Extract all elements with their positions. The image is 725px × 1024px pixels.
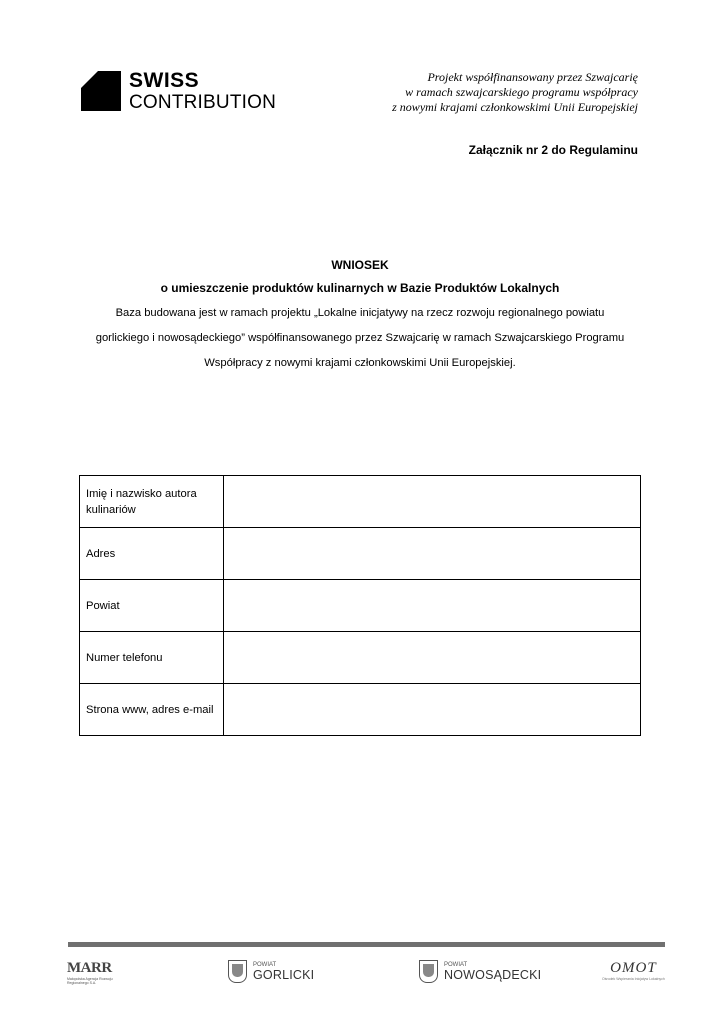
table-row (80, 684, 641, 736)
field-label-county: Powiat (80, 580, 224, 632)
field-value-phone[interactable] (224, 632, 641, 684)
description-line: gorlickiego i nowosądeckiego” współfinansowanego przez Szwajcarię w ramach Szwajcarskiego Programu (95, 332, 625, 344)
omot-subtitle: Ośrodek Wspierania Inicjatyw Lokalnych (602, 977, 665, 981)
table-row (80, 476, 641, 528)
title-block (80, 258, 640, 376)
project-note-line: z nowymi krajami członkowskimi Unii Europejskiej (392, 100, 638, 114)
field-label-website-email: Strona www, adres e-mail (80, 684, 224, 736)
coat-of-arms-icon (419, 960, 438, 983)
description-line: Współpracy z nowymi krajami członkowskimi Unii Europejskiej. (204, 357, 516, 369)
table-row (80, 580, 641, 632)
document-description (80, 301, 640, 376)
description-line: Baza budowana jest w ramach projektu „Lokalne inicjatywy na rzecz rozwoju regionalnego powiatu (115, 307, 605, 319)
project-note (392, 70, 638, 115)
coat-of-arms-icon (228, 960, 247, 983)
document-subtitle: o umieszczenie produktów kulinarnych w Bazie Produktów Lokalnych (160, 281, 560, 295)
annex-label: Załącznik nr 2 do Regulaminu (468, 143, 638, 157)
project-note-line: w ramach szwajcarskiego programu współpracy (405, 85, 638, 99)
logo-text (129, 71, 276, 112)
field-label-address: Adres (80, 528, 224, 580)
omot-name: OMOT (610, 960, 657, 976)
marr-subtitle: Małopolska Agencja Rozwoju Regionalnego S.A. (67, 977, 113, 985)
powiat-name: GORLICKI (253, 967, 315, 982)
powiat-label: POWIAT (253, 961, 277, 968)
marr-logo (67, 960, 115, 985)
powiat-name: NOWOSĄDECKI (444, 967, 542, 982)
project-note-line: Projekt współfinansowany przez Szwajcarię (427, 70, 638, 84)
powiat-gorlicki-logo (228, 960, 314, 983)
document-title: WNIOSEK (331, 258, 389, 272)
field-value-website-email[interactable] (224, 684, 641, 736)
field-value-county[interactable] (224, 580, 641, 632)
marr-name: MARR (67, 960, 112, 976)
powiat-gorlicki-text (253, 962, 314, 982)
logo-swiss: SWISS (129, 69, 200, 92)
table-row (80, 632, 641, 684)
field-label-author: Imię i nazwisko autora kulinariów (80, 476, 224, 528)
field-label-phone: Numer telefonu (80, 632, 224, 684)
swiss-contribution-logo (81, 71, 276, 112)
application-form-table (79, 475, 641, 736)
swiss-logo-mark-icon (81, 71, 121, 111)
powiat-label: POWIAT (444, 961, 468, 968)
field-value-author[interactable] (224, 476, 641, 528)
omot-logo (602, 960, 665, 981)
table-row (80, 528, 641, 580)
logo-contribution: CONTRIBUTION (129, 92, 277, 113)
footer-logos (0, 958, 725, 988)
powiat-nowosadecki-text (444, 962, 541, 982)
field-value-address[interactable] (224, 528, 641, 580)
powiat-nowosadecki-logo (419, 960, 541, 983)
footer-divider (68, 942, 665, 947)
